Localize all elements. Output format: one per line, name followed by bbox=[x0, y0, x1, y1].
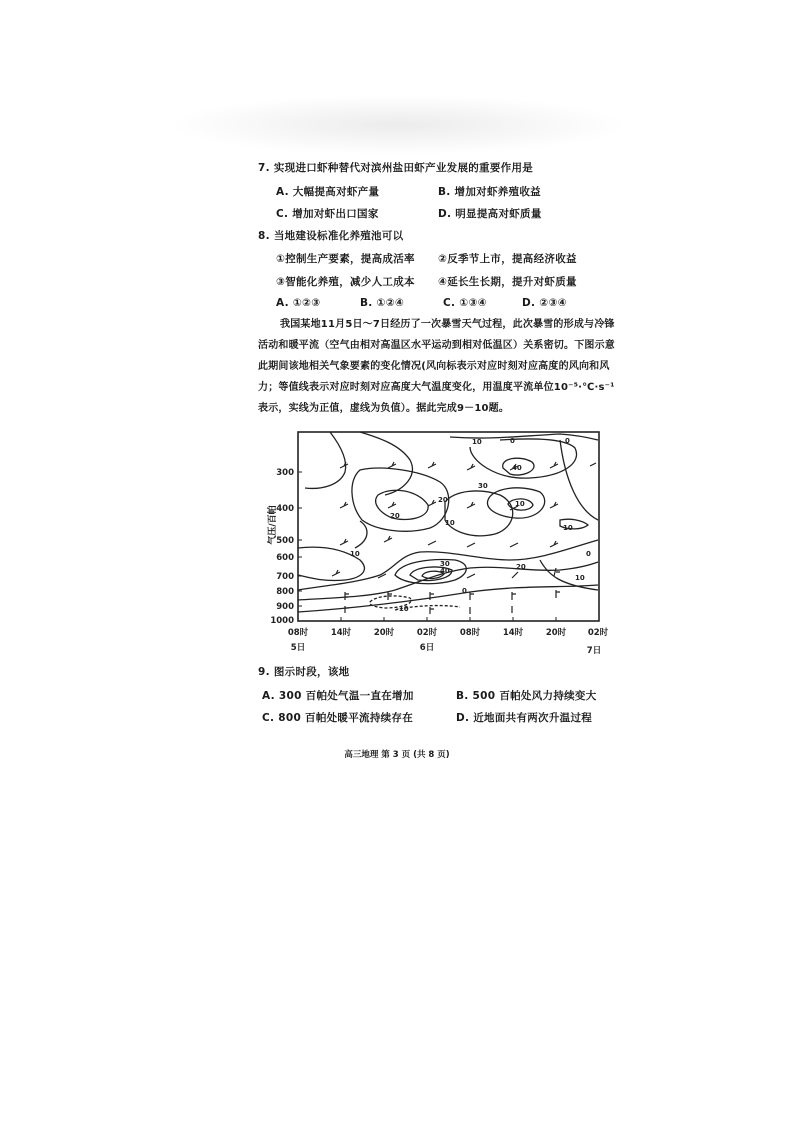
contour-label: 20 bbox=[516, 563, 526, 571]
wind-barb bbox=[512, 592, 516, 600]
q8-stem: 8. 当地建设标准化养殖池可以 bbox=[258, 230, 404, 242]
wind-barb bbox=[512, 572, 518, 578]
wind-barb bbox=[384, 536, 392, 542]
q8-option-d: D. ②③④ bbox=[522, 297, 567, 309]
contour-label: 30 bbox=[440, 560, 450, 568]
y-axis-label: 气压/百帕 bbox=[268, 505, 278, 545]
wind-barb bbox=[467, 543, 475, 547]
wind-barb bbox=[554, 568, 560, 576]
q7-option-c: C. 增加对虾出口国家 bbox=[276, 208, 379, 220]
wind-barb bbox=[340, 462, 348, 468]
y-tick-label: 600 bbox=[276, 553, 294, 563]
x-tick-label: 02时 bbox=[416, 628, 438, 638]
contour-label: 0 bbox=[565, 437, 570, 445]
x-tick-label: 02时 bbox=[587, 628, 609, 638]
contour-label: -10 bbox=[396, 605, 409, 613]
q8-statement-4: ④延长生长期，提升对虾质量 bbox=[438, 276, 577, 288]
contour-label: 10 bbox=[350, 550, 360, 558]
wind-barb bbox=[428, 462, 436, 468]
x-tick-label: 20时 bbox=[373, 628, 395, 638]
passage-text: 我国某地11月5日～7日经历了一次暴雪天气过程，此次暴雪的形成与冷锋活动和暖平流（空气由相对高温区水平运动到相对低温区）关系密切。下图示意此期间该地相关气象要素的变化情况(风向标表示对应时刻对应高度的风向和风力；等值线表示对应时刻对应高度大气温度变化，用温度平流单位10⁻⁵·℃·s⁻¹表示，实线为正值，虚线为负值）。据此完成9－10题。 bbox=[258, 319, 615, 414]
contour-label: 10 bbox=[445, 519, 455, 527]
wind-barb bbox=[556, 590, 560, 598]
q9-option-b: B. 500 百帕处风力持续变大 bbox=[456, 690, 597, 702]
wind-barb bbox=[430, 592, 434, 600]
wind-barb bbox=[430, 607, 434, 614]
wind-barb bbox=[467, 574, 475, 578]
contour-line bbox=[352, 468, 449, 531]
wind-barb bbox=[345, 592, 349, 600]
wind-barb bbox=[550, 541, 558, 547]
contour-label: 40 bbox=[512, 464, 522, 472]
y-tick-label: 800 bbox=[276, 587, 294, 597]
y-tick-label: 400 bbox=[276, 504, 294, 514]
q9-option-c: C. 800 百帕处暖平流持续存在 bbox=[262, 712, 414, 724]
contour-line bbox=[360, 432, 412, 495]
q8-statement-2: ②反季节上市，提高经济收益 bbox=[438, 253, 577, 265]
contour-label: 10 bbox=[575, 574, 585, 582]
q8-option-a: A. ①②③ bbox=[276, 297, 321, 309]
q8-option-b: B. ①②④ bbox=[360, 297, 405, 309]
contour-label: 30 bbox=[478, 482, 488, 490]
wind-barb bbox=[590, 463, 596, 466]
wind-barb bbox=[550, 462, 558, 468]
page-footer: 高三地理 第 3 页 (共 8 页) bbox=[344, 750, 450, 760]
wind-barb bbox=[340, 502, 348, 508]
contour-label: 0 bbox=[462, 587, 467, 595]
contour-label: 10 bbox=[563, 524, 573, 532]
contour-label: 10 bbox=[515, 500, 525, 508]
q8-statement-3: ③智能化养殖，减少人工成本 bbox=[276, 276, 415, 288]
q9-option-d: D. 近地面共有两次升温过程 bbox=[456, 712, 593, 724]
contour-line bbox=[376, 490, 428, 519]
day-label: 5日 bbox=[290, 643, 306, 653]
wind-barb bbox=[340, 539, 348, 545]
x-tick-label: 20时 bbox=[545, 628, 567, 638]
q8-statement-1: ①控制生产要素，提高成活率 bbox=[276, 253, 415, 265]
contour-label: 40 bbox=[440, 567, 450, 575]
contour-line bbox=[305, 432, 346, 488]
day-label: 6日 bbox=[419, 643, 435, 653]
x-tick-label: 08时 bbox=[287, 628, 309, 638]
contour-line bbox=[298, 585, 598, 612]
q7-option-d: D. 明显提高对虾质量 bbox=[438, 208, 542, 220]
q8-option-c: C. ①③④ bbox=[443, 297, 487, 309]
q7-option-b: B. 增加对虾养殖收益 bbox=[438, 186, 541, 198]
q7-option-a: A. 大幅提高对虾产量 bbox=[276, 186, 380, 198]
y-tick-label: 1000 bbox=[270, 616, 294, 626]
wind-barb bbox=[388, 502, 396, 508]
q7-stem: 7. 实现进口虾种替代对滨州盐田虾产业发展的重要作用是 bbox=[258, 162, 534, 174]
contour-label: 0 bbox=[586, 550, 591, 558]
y-tick-label: 500 bbox=[276, 536, 294, 546]
contour-label: 20 bbox=[390, 512, 400, 520]
y-tick-label: 700 bbox=[276, 572, 294, 582]
day-label: 7日 bbox=[586, 646, 602, 656]
x-tick-label: 14时 bbox=[502, 628, 524, 638]
wind-barb bbox=[467, 502, 475, 508]
y-tick-label: 300 bbox=[276, 468, 294, 478]
x-tick-label: 14时 bbox=[330, 628, 352, 638]
wind-barb bbox=[332, 570, 340, 576]
wind-barb bbox=[428, 541, 436, 545]
contour-label: 0 bbox=[510, 437, 515, 445]
wind-barb bbox=[345, 606, 349, 613]
contour-line bbox=[560, 440, 598, 520]
x-tick-label: 08时 bbox=[459, 628, 481, 638]
wind-barb bbox=[470, 592, 474, 600]
wind-barb bbox=[510, 543, 518, 547]
contour-line bbox=[445, 491, 513, 536]
contour-label: 20 bbox=[438, 496, 448, 504]
wind-barb bbox=[428, 500, 436, 506]
q9-stem: 9. 图示时段，该地 bbox=[258, 666, 350, 678]
wind-barb bbox=[550, 502, 558, 508]
contour-line bbox=[355, 521, 367, 548]
contour-label: 10 bbox=[472, 438, 482, 446]
y-tick-label: 900 bbox=[276, 602, 294, 612]
q9-option-a: A. 300 百帕处气温一直在增加 bbox=[262, 690, 414, 702]
wind-barb bbox=[467, 464, 475, 470]
wind-barb bbox=[388, 462, 396, 468]
